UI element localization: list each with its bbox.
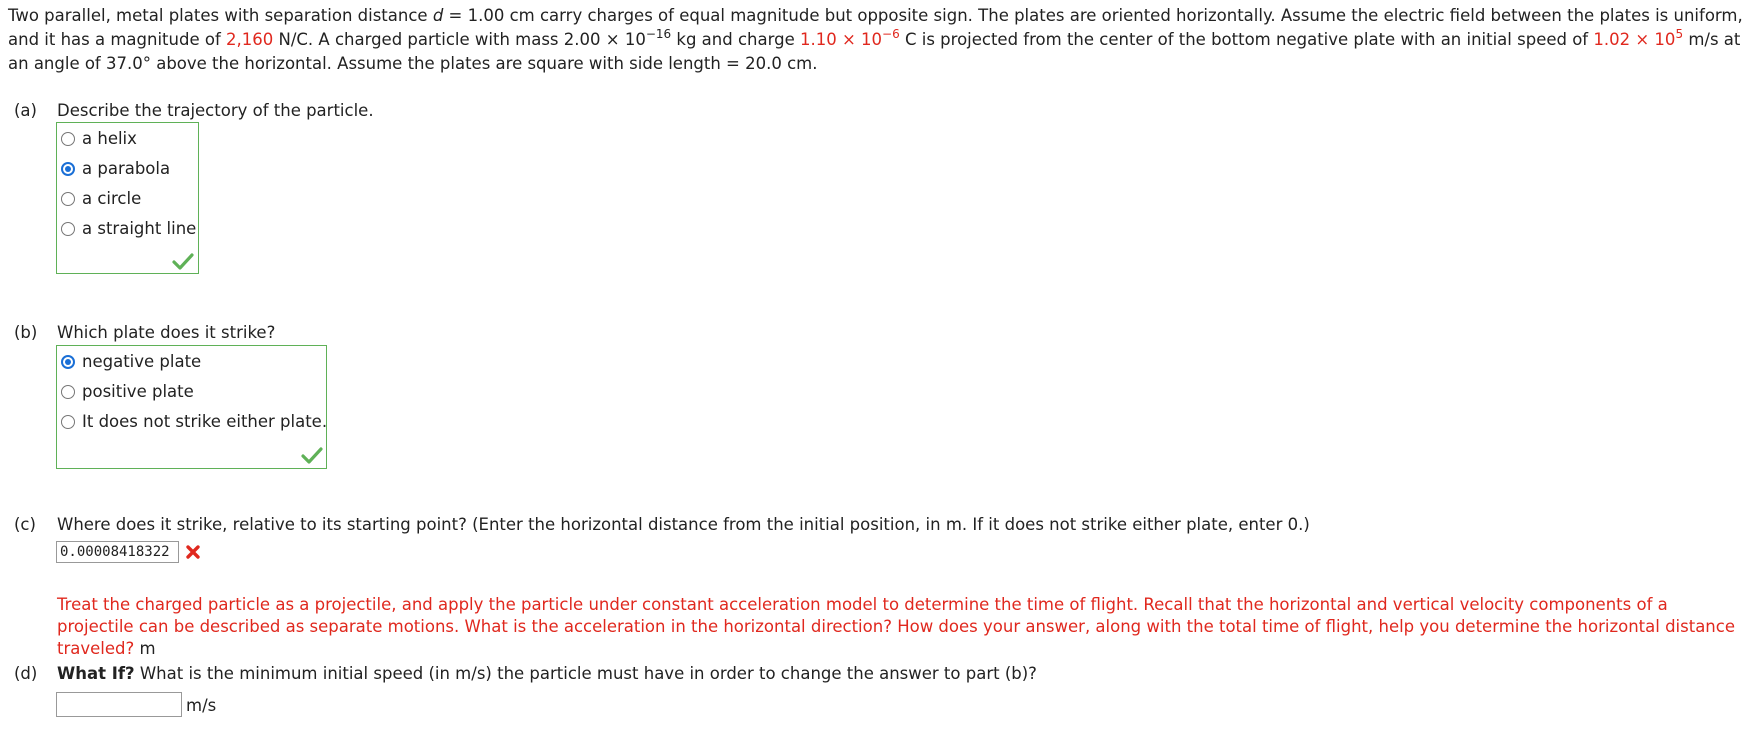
check-icon [172,252,194,270]
part-d-label: (d) [14,664,38,683]
option-helix[interactable]: a helix [61,127,137,151]
x-icon [185,544,201,560]
problem-statement: Two parallel, metal plates with separation distance d = 1.00 cm carry charges of equal magnitude but opposite sign. The plates are oriented horizontally. Assume the electric field between the plates is uniform, and it has a magnitude of 2,160 N/C. A charged particle with mass $2.00 \times 10^{-16}$ kg and charge $1.10 \times 10^{-6}$ C is projected from the center of the bottom negative plate with an initial speed of $1.02 \times 10^5$ m/s at an angle of 37.0° above the horizontal. Assume the plates are square with side length = 20.0 cm. [8,6,1743,73]
radio-button-selected[interactable] [61,162,75,176]
option-parabola[interactable]: a parabola [61,157,170,181]
part-a-label: (a) [14,101,37,120]
part-c-unit: m [139,639,156,658]
part-c-label: (c) [14,515,36,534]
radio-button[interactable] [61,222,75,236]
radio-button[interactable] [61,385,75,399]
option-negative-plate[interactable]: negative plate [61,350,201,374]
option-positive-plate[interactable]: positive plate [61,380,194,404]
radio-button[interactable] [61,415,75,429]
radio-button-selected[interactable] [61,355,75,369]
part-b-question: Which plate does it strike? [57,323,276,342]
part-d-answer-field[interactable] [56,692,182,717]
part-b-label: (b) [14,323,38,342]
option-neither-plate[interactable]: It does not strike either plate. [61,410,327,434]
part-b-options-box [56,345,327,469]
part-a-question: Describe the trajectory of the particle. [57,101,374,120]
part-d-question: What If? What is the minimum initial speed (in m/s) the particle must have in order to change the answer to part (b)? [57,664,1037,683]
radio-button[interactable] [61,192,75,206]
speed-value: $1.02 \times 10^5$ [1593,27,1684,49]
part-c-answer-field[interactable]: 0.00008418322 [56,541,179,563]
part-c-question: Where does it strike, relative to its starting point? (Enter the horizontal distance from the initial position, in m. If it does not strike either plate, enter 0.) [57,515,1310,534]
radio-button[interactable] [61,132,75,146]
part-c-feedback: Treat the charged particle as a projectile, and apply the particle under constant acceleration model to determine the time of flight. Recall that the horizontal and vertical velocity components of a projectile can be described as separate motions. What is the acceleration in the horizontal direction? How does your answer, along with the total time of flight, help you determine the horizontal distance traveled? m [57,595,1735,658]
option-circle[interactable]: a circle [61,187,141,211]
charge-value: $1.10 \times 10^{-6}$ [799,27,900,49]
part-d-unit: m/s [186,696,217,715]
check-icon [301,446,323,464]
option-straight-line[interactable]: a straight line [61,217,196,241]
field-value: 2,160 [226,30,274,49]
part-a-options-box [56,122,199,274]
